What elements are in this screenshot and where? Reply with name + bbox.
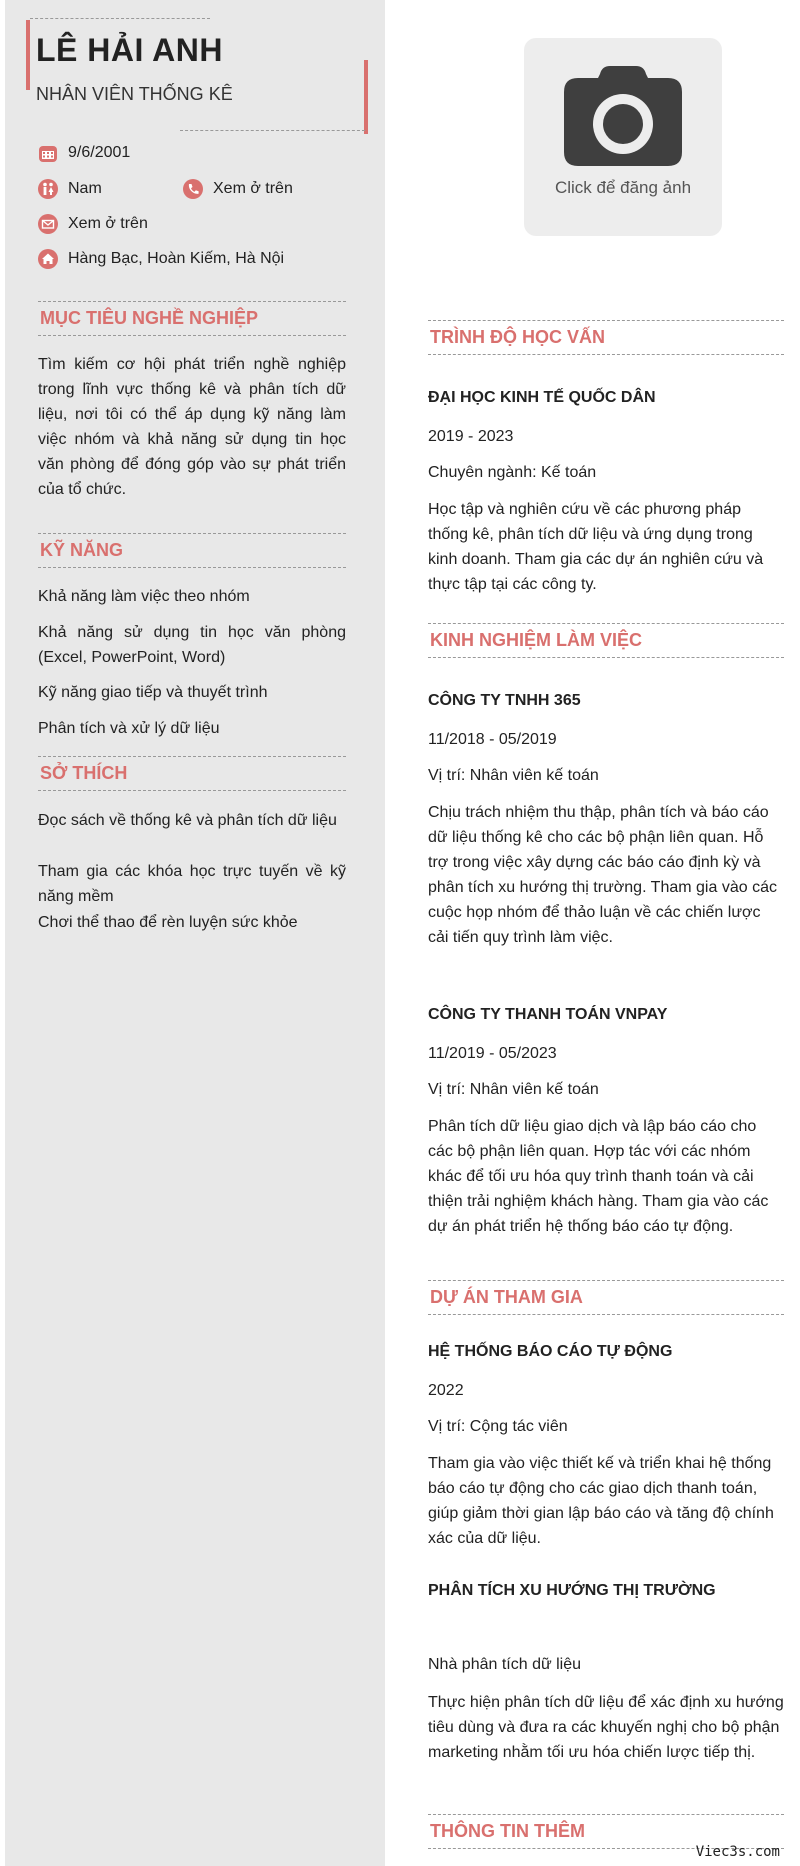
section-title-experience: KINH NGHIỆM LÀM VIỆC (428, 623, 784, 658)
gender[interactable]: Nam (68, 180, 102, 197)
phone-icon (183, 179, 203, 199)
company-name[interactable]: CÔNG TY TNHH 365 (428, 692, 581, 709)
name-block (20, 18, 368, 123)
phone[interactable]: Xem ở trên (213, 180, 293, 197)
candidate-name[interactable]: LÊ HẢI ANH (36, 32, 223, 68)
section-title-hobbies: SỞ THÍCH (38, 756, 346, 791)
project-description[interactable]: Tham gia vào việc thiết kế và triển khai hệ thống báo cáo tự động cho các giao dịch thanh toán, giúp giảm thời gian lập báo cáo và tăng độ chính xác của dữ liệu. (428, 1455, 774, 1547)
camera-icon (564, 66, 682, 166)
project-role[interactable]: Nhà phân tích dữ liệu (428, 1656, 582, 1673)
job-position[interactable]: Vị trí: Nhân viên kế toán (428, 1081, 599, 1098)
photo-upload[interactable] (524, 38, 722, 236)
skill-item[interactable]: Khả năng làm việc theo nhóm (38, 588, 250, 605)
education-major[interactable]: Chuyên ngành: Kế toán (428, 464, 597, 481)
project-role[interactable]: Vị trí: Cộng tác viên (428, 1418, 568, 1435)
school-name[interactable]: ĐẠI HỌC KINH TẾ QUỐC DÂN (428, 389, 656, 406)
hobby-item[interactable]: Chơi thể thao để rèn luyện sức khỏe (38, 914, 298, 931)
candidate-title[interactable]: NHÂN VIÊN THỐNG KÊ (36, 84, 233, 104)
section-title-projects: DỰ ÁN THAM GIA (428, 1280, 784, 1315)
accent-bar (26, 20, 30, 90)
watermark: Viec3s.com (695, 1844, 780, 1860)
skill-item[interactable]: Kỹ năng giao tiếp và thuyết trình (38, 684, 268, 701)
photo-caption: Click để đăng ảnh (554, 178, 692, 197)
project-name[interactable]: PHÂN TÍCH XU HƯỚNG THỊ TRƯỜNG (428, 1582, 716, 1599)
job-period[interactable]: 11/2018 - 05/2019 (428, 731, 557, 748)
project-year[interactable]: 2022 (428, 1382, 464, 1399)
project-name[interactable]: HỆ THỐNG BÁO CÁO TỰ ĐỘNG (428, 1343, 673, 1360)
birthday[interactable]: 9/6/2001 (68, 144, 131, 161)
gender-icon (38, 179, 58, 199)
skill-item[interactable]: Khả năng sử dụng tin học văn phòng (Excel, PowerPoint, Word) (38, 624, 346, 666)
section-title-education: TRÌNH ĐỘ HỌC VẤN (428, 320, 784, 355)
skill-item[interactable]: Phân tích và xử lý dữ liệu (38, 720, 220, 737)
job-description[interactable]: Chịu trách nhiệm thu thập, phân tích và báo cáo dữ liệu thống kê cho các bộ phận liên quan. Hỗ trợ trong việc xây dựng các báo cáo định kỳ và phân tích xu hướng thị trường. Tham gia vào các cuộc họp nhóm để thảo luận về các chiến lược cải tiến quy trình làm việc. (428, 804, 777, 946)
hobby-item[interactable]: Tham gia các khóa học trực tuyến về kỹ năng mềm (38, 863, 346, 905)
email[interactable]: Xem ở trên (68, 215, 148, 232)
objective-text[interactable]: Tìm kiếm cơ hội phát triển nghề nghiệp trong lĩnh vực thống kê và phân tích dữ liệu, nơi tôi có thể áp dụng kỹ năng làm việc nhóm và khả năng sử dụng tin học văn phòng để đóng góp vào sự phát triển của tổ chức. (38, 356, 346, 498)
divider (30, 18, 210, 19)
section-title-extra: THÔNG TIN THÊM (428, 1814, 784, 1849)
section-title-skills: KỸ NĂNG (38, 533, 346, 568)
section-title-objective: MỤC TIÊU NGHỀ NGHIỆP (38, 301, 346, 336)
email-icon (38, 214, 58, 234)
education-period[interactable]: 2019 - 2023 (428, 428, 514, 445)
home-icon (38, 249, 58, 269)
education-description[interactable]: Học tập và nghiên cứu về các phương pháp thống kê, phân tích dữ liệu và ứng dụng trong kinh doanh. Tham gia các dự án nghiên cứu và thực tập tại các công ty. (428, 501, 764, 593)
divider (180, 130, 365, 131)
job-position[interactable]: Vị trí: Nhân viên kế toán (428, 767, 599, 784)
address[interactable]: Hàng Bạc, Hoàn Kiếm, Hà Nội (68, 250, 285, 267)
hobby-item[interactable]: Đọc sách về thống kê và phân tích dữ liệu (38, 812, 337, 829)
accent-bar (364, 60, 368, 134)
project-description[interactable]: Thực hiện phân tích dữ liệu để xác định xu hướng tiêu dùng và đưa ra các khuyến nghị cho bộ phận marketing nhằm tối ưu hóa chiến lược tiếp thị. (428, 1694, 784, 1761)
job-description[interactable]: Phân tích dữ liệu giao dịch và lập báo cáo cho các bộ phận liên quan. Hợp tác với các nhóm khác để tối ưu hóa quy trình thanh toán và cải thiện trải nghiệm khách hàng. Tham gia vào các dự án phát triển hệ thống báo cáo tự động. (428, 1118, 769, 1235)
job-period[interactable]: 11/2019 - 05/2023 (428, 1045, 557, 1062)
company-name[interactable]: CÔNG TY THANH TOÁN VNPAY (428, 1006, 668, 1023)
calendar-icon (38, 143, 58, 163)
